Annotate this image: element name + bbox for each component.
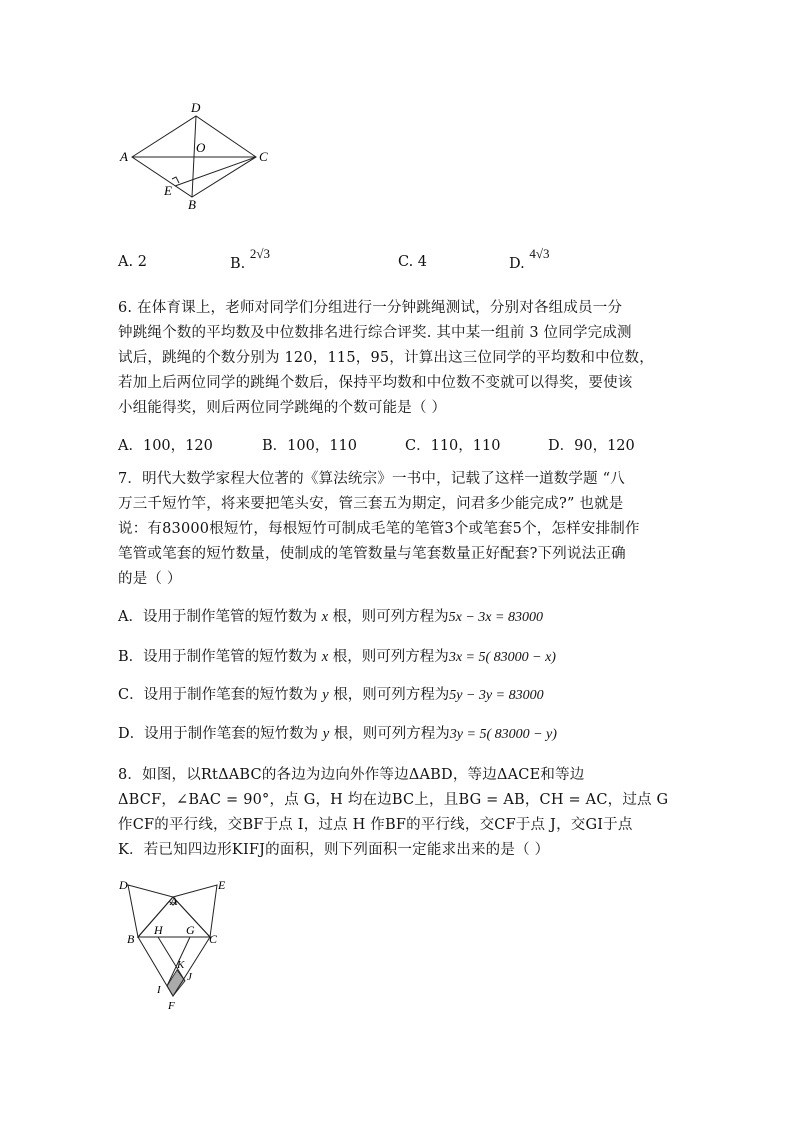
label-i2: I [157,984,161,996]
q5-option-b-value: 2√3 [249,246,271,261]
label-b2: B [127,932,135,946]
label-c: C [259,149,268,164]
label-f2: F [168,1000,175,1012]
q5-option-a: A. 2 [118,254,147,270]
label-e2: E [218,878,226,892]
q7-option-a: A．设用于制作笔管的短竹数为 x 根，则可列方程为5x − 3x = 83000 [118,609,543,625]
label-g2: G [186,923,195,937]
q5-option-b: B. 2√3 [230,246,271,272]
q7-option-b: B．设用于制作笔管的短竹数为 x 根，则可列方程为3x = 5( 83000 − x) [118,649,556,665]
label-d: D [191,100,201,115]
right-angle-mark [172,177,179,183]
q5-option-d-value: 4√3 [529,246,550,261]
label-k2: K [177,959,185,971]
label-d2: D [119,878,128,892]
q6-option-b: B．100，110 [262,438,358,454]
label-a: A [120,149,128,164]
q6-option-a: A．100，120 [118,438,213,454]
label-c2: C [209,932,218,946]
label-b: B [188,197,196,212]
q5-option-c: C. 4 [398,254,428,270]
q7-stem: 7．明代大数学家程大位著的《算法统宗》一书中，记载了这样一道数学题 “八 万三千短竹竿，将来要把笔头安，管三套五为期定，问君多少能完成?” 也就是 说：有83000根短竹，每根短竹可制成毛笔的笔管3个或笔套5个，怎样安排制作 笔管或笔套的短竹数量，使制成的笔管数量与笔套数量正好配套?下列说法正确 的是（ ） [118,471,640,587]
q6-option-d: D．90，120 [548,438,635,454]
rhombus-figure [112,98,282,213]
q6-option-c: C．110，110 [405,438,501,454]
label-j2: J [187,971,192,983]
q5-option-d: D. 4√3 [509,246,550,272]
q7-option-d: D．设用于制作笔套的短竹数为 y 根，则可列方程为3y = 5( 83000 − y) [118,726,557,742]
segment-ce [175,157,256,186]
label-o: O [196,140,206,155]
triangle-ace [173,885,217,937]
label-a2: A [170,894,178,908]
label-e: E [164,183,172,198]
triangle-figure [112,872,237,1017]
q7-option-c: C．设用于制作笔套的短竹数为 y 根，则可列方程为5y − 3y = 83000 [118,687,544,703]
q8-stem: 8．如图，以RtΔABC的各边为边向外作等边ΔABD，等边ΔACE和等边 ΔBCF，∠BAC = 90°，点 G，H 均在边BC上，且BG = AB，CH = AC，过点 G 作CF的平行线，交BF于点 I，过点 H 作BF的平行线，交CF于点 J，交GI于点 K．若已知四边形KIFJ的面积，则下列面积一定能求出来的是（ ） [118,767,669,858]
q6-stem: 6. 在体育课上，老师对同学们分组进行一分钟跳绳测试，分别对各组成员一分 钟跳绳个数的平均数及中位数排名进行综合评奖. 其中某一组前 3 位同学完成测 试后，跳绳的个数分别为 120，115，95，计算出这三位同学的平均数和中位数， 若加上后两位同学的跳绳个数后，保持平均数和中位数不变就可以得奖，要使该 小组能得奖，则后两位同学跳绳的个数可能是（ ） [118,300,654,416]
triangle-abd [128,885,173,937]
label-h2: H [154,923,163,937]
